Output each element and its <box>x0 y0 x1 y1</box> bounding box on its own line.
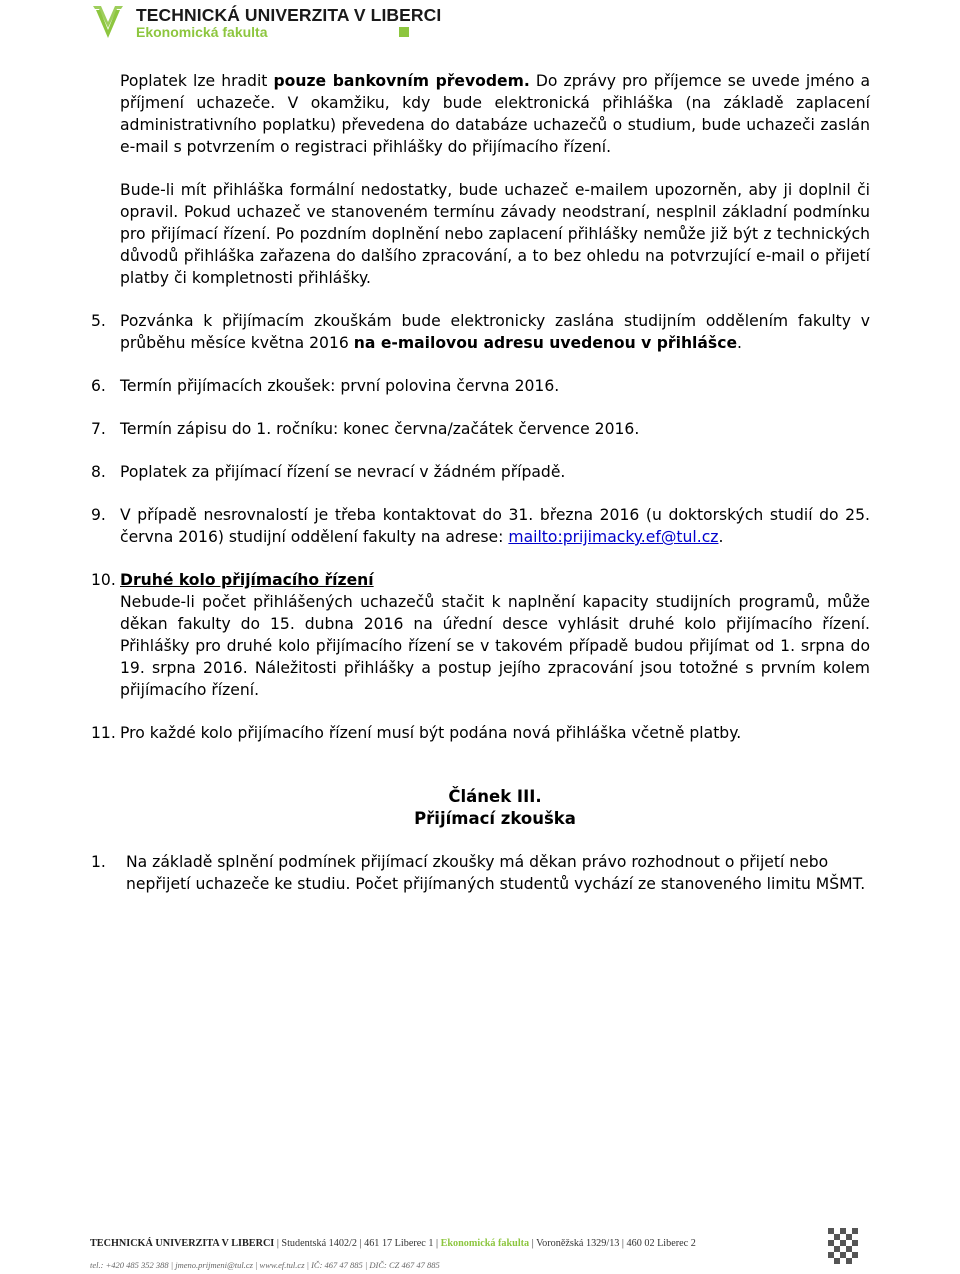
email-link[interactable]: mailto:prijimacky.ef@tul.cz <box>508 528 719 546</box>
checker-pattern-icon <box>828 1228 858 1264</box>
item-text: Termín zápisu do 1. ročníku: konec června/začátek července 2016. <box>120 420 640 438</box>
page-header <box>90 4 442 44</box>
footer-university-address: Studentská 1402/2 | 461 17 Liberec 1 | <box>281 1238 439 1249</box>
list-item-9 <box>91 504 870 548</box>
paragraph-payment <box>120 70 870 158</box>
list-item-8 <box>91 461 870 483</box>
list-item-11 <box>91 722 870 744</box>
list-item-6 <box>91 375 870 397</box>
text: V případě nesrovnalostí je třeba kontaktovat do 31. března 2016 (u doktorských studií do 25. června 2016) studijní oddělení fakulty na adrese: <box>120 506 870 546</box>
item-number: 9. <box>91 506 106 524</box>
article-item-1 <box>91 851 870 895</box>
item-number: 10. <box>91 571 116 589</box>
page-footer <box>90 1238 870 1270</box>
footer-contact-line: tel.: +420 485 352 388 | jmeno.prijmeni@tul.cz | www.ef.tul.cz | IČ: 467 47 885 | DIČ: CZ 467 47 885 <box>90 1260 440 1270</box>
item-text: Poplatek za přijímací řízení se nevrací v žádném případě. <box>120 463 566 481</box>
text: Pozvánka k přijímacím zkouškám bude elektronicky zaslána studijním oddělením fakulty v průběhu měsíce května 2016 <box>120 312 870 352</box>
item-text: Na základě splnění podmínek přijímací zkoušky má děkan právo rozhodnout o přijetí nebo nepřijetí uchazeče ke studiu. Počet přijímaných studentů vychází ze stanoveného limitu MŠMT. <box>126 853 866 893</box>
footer-university: TECHNICKÁ UNIVERZITA V LIBERCI <box>90 1238 275 1249</box>
footer-address-line: TECHNICKÁ UNIVERZITA V LIBERCI | Studentská 1402/2 | 461 17 Liberec 1 | Ekonomická fakulta | Voroněžská 1329/13 | 460 02 Liberec 2 <box>90 1238 696 1249</box>
item-number: 6. <box>91 377 106 395</box>
article-title: Přijímací zkouška <box>414 809 576 828</box>
university-logo-icon <box>90 4 126 40</box>
text: . <box>737 334 742 352</box>
footer-faculty-address: | Voroněžská 1329/13 | 460 02 Liberec 2 <box>531 1238 696 1249</box>
list-item-5 <box>91 310 870 354</box>
university-name: TECHNICKÁ UNIVERZITA V LIBERCI <box>136 5 442 25</box>
section-heading: Druhé kolo přijímacího řízení <box>120 571 374 589</box>
item-number: 5. <box>91 312 106 330</box>
article-number: Článek III. <box>448 787 542 806</box>
list-item-10 <box>91 569 870 701</box>
text: Do zprávy pro příjemce se uvede jméno a příjmení uchazeče. V okamžiku, kdy bude elektronická přihláška (na základě zaplacení administrativního poplatku) převedena do databáze uchazečů o studium, bude uchazeči zaslán e-mail s potvrzením o registraci přihlášky do přijímacího řízení. <box>120 72 871 156</box>
faculty-square-icon <box>399 27 409 37</box>
footer-faculty: Ekonomická fakulta <box>440 1238 530 1249</box>
document-body <box>91 70 871 895</box>
bold-text: pouze bankovním převodem. <box>273 72 530 90</box>
item-text: Nebude-li počet přihlášených uchazečů stačit k naplnění kapacity studijních programů, může děkan fakulty do 15. dubna 2016 na úřední desce vyhlásit druhé kolo přijímacího řízení. Přihlášky pro druhé kolo přijímacího řízení se v takovém případě budou přijímat od 1. srpna do 19. srpna 2016. Náležitosti přihlášky a postup jejího zpracování jsou totožné s prvním kolem přijímacího řízení. <box>120 593 870 699</box>
text: . <box>718 528 724 546</box>
item-number: 1. <box>91 853 106 871</box>
list-item-7 <box>91 418 870 440</box>
text: Poplatek lze hradit <box>120 72 274 90</box>
bold-text: na e-mailovou adresu uvedenou v přihlášce <box>353 334 738 352</box>
paragraph-deficiencies: Bude-li mít přihláška formální nedostatky, bude uchazeč e-mailem upozorněn, aby ji doplnil či opravil. Pokud uchazeč ve stanoveném termínu závady neodstraní, nesplnil základní podmínku pro přijímací řízení. Po pozdním doplnění nebo zaplacení přihlášky nemůže již být z technických důvodů přihláška zařazena do dalšího zpracování, a to bez ohledu na potvrzující e-mail o přijetí platby či kompletnosti přihlášky. <box>120 181 870 287</box>
item-text: Pro každé kolo přijímacího řízení musí být podána nová přihláška včetně platby. <box>120 724 742 742</box>
item-number: 11. <box>91 724 116 742</box>
item-text: Termín přijímacích zkoušek: první polovina června 2016. <box>120 377 560 395</box>
item-number: 7. <box>91 420 106 438</box>
faculty-name: Ekonomická fakulta <box>136 24 268 40</box>
item-number: 8. <box>91 463 106 481</box>
